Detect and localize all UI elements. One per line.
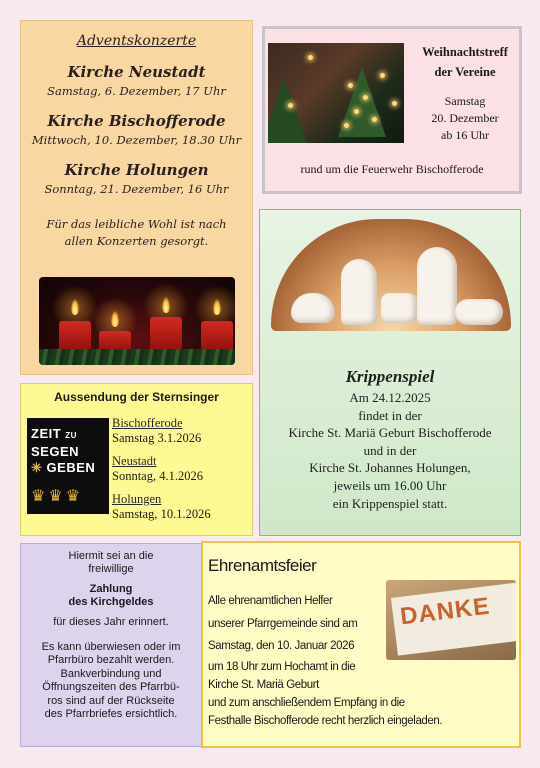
concert-date: Sonntag, 21. Dezember, 16 Uhr [44, 182, 229, 196]
advent-title: Adventskonzerte [76, 33, 197, 49]
place-name: Holungen [112, 492, 162, 506]
concert-item [21, 63, 252, 98]
advent-concerts-box [20, 20, 253, 375]
nativity-line: Kirche St. Mariä Geburt Bischofferode [288, 425, 492, 441]
meetup-day: Samstag [444, 94, 486, 108]
concert-church: Kirche Neustadt [67, 63, 206, 81]
meetup-title-line: der Vereine [434, 65, 496, 79]
church-fee-text: Bankverbindung und [60, 667, 162, 680]
place-date: Samstag 3.1.2026 [112, 431, 202, 445]
meetup-title [407, 42, 523, 82]
meetup-date [407, 93, 523, 144]
nativity-line: findet in der [358, 407, 422, 423]
church-fee-remind: für dieses Jahr erinnert. [53, 615, 169, 628]
church-fee-text: Öffnungszeiten des Pfarrbü- [42, 681, 180, 694]
christmas-meetup-box [262, 26, 522, 194]
concert-item [21, 112, 252, 147]
nativity-play-box [259, 209, 521, 536]
meetup-title-line: Weihnachtstreff [422, 45, 508, 59]
church-fee-box [20, 543, 202, 747]
place-name: Bischofferode [112, 416, 183, 430]
concert-church: Kirche Holungen [64, 161, 209, 179]
concert-date: Samstag, 6. Dezember, 17 Uhr [47, 84, 226, 98]
place-date: Sonntag, 4.1.2026 [112, 469, 203, 483]
nativity-title: Krippenspiel [345, 367, 435, 386]
nativity-line: Am 24.12.2025 [349, 390, 431, 405]
logo-text: SEGEN [31, 444, 80, 459]
church-fee-text: Hiermit sei an die [68, 550, 154, 562]
crown-icon: ♛♛♛ [31, 488, 84, 505]
logo-text: ZU [65, 431, 77, 440]
invitation-line: um 18 Uhr zum Hochamt in die [208, 660, 356, 673]
logo-text: ZEIT [31, 426, 62, 441]
nativity-line: ein Krippenspiel statt. [332, 495, 448, 511]
thank-you-word: DANKE [398, 592, 492, 631]
star-icon: ✳ [31, 460, 43, 475]
church-fee-info [21, 641, 201, 721]
catering-note: Für das leibliche Wohl ist nach allen Konzerten gesorgt. [46, 217, 227, 248]
volunteer-title: Ehrenamtsfeier [208, 556, 317, 575]
church-fee-text: Zahlung [89, 582, 133, 595]
logo-text: GEBEN [46, 460, 96, 475]
star-singers-dates [112, 416, 252, 530]
nativity-scene-image [271, 219, 511, 331]
church-fee-intro [21, 550, 201, 577]
church-fee-text: freiwillige [88, 563, 134, 576]
invitation-line: unserer Pfarrgemeinde sind am [208, 617, 358, 630]
nativity-details [260, 389, 520, 512]
church-fee-text: des Kirchgeldes [68, 596, 154, 609]
nativity-line: und in der [363, 442, 417, 458]
meetup-place: rund um die Feuerwehr Bischofferode [300, 162, 484, 176]
invitation-line: Samstag, den 10. Januar 2026 [208, 640, 355, 652]
place-name: Neustadt [112, 454, 157, 468]
church-fee-text: des Pfarrbriefes ersichtlich. [44, 708, 178, 721]
church-fee-heading [21, 583, 201, 610]
church-fee-text: Pfarrbüro bezahlt werden. [47, 654, 175, 667]
invitation-line: Festhalle Bischofferode recht herzlich eingeladen. [208, 714, 443, 727]
invitation-line: und zum anschließendem Empfang in die [208, 696, 405, 709]
concert-item [21, 161, 252, 196]
nativity-line: jeweils um 16.00 Uhr [333, 477, 447, 493]
meetup-date-text: 20. Dezember [431, 111, 499, 125]
place-date: Samstag, 10.1.2026 [112, 507, 211, 521]
concert-church: Kirche Bischofferode [47, 112, 226, 130]
invitation-line: Alle ehrenamtlichen Helfer [208, 595, 333, 607]
invitation-line: Kirche St. Mariä Geburt [208, 678, 319, 691]
concert-date: Mittwoch, 10. Dezember, 18.30 Uhr [31, 133, 242, 147]
meetup-time: ab 16 Uhr [441, 128, 489, 142]
nativity-line: Kirche St. Johannes Holungen, [309, 460, 471, 476]
star-singers-title: Aussendung der Sternsinger [54, 390, 219, 404]
advent-candles-image [39, 277, 235, 365]
volunteer-party-box [201, 541, 521, 748]
star-singers-logo [27, 418, 109, 514]
church-fee-text: Es kann überwiesen oder im [41, 641, 181, 654]
star-singers-box [20, 383, 253, 536]
thank-you-image [386, 580, 516, 660]
christmas-market-image [268, 43, 404, 143]
church-fee-text: ros sind auf der Rückseite [47, 694, 175, 707]
